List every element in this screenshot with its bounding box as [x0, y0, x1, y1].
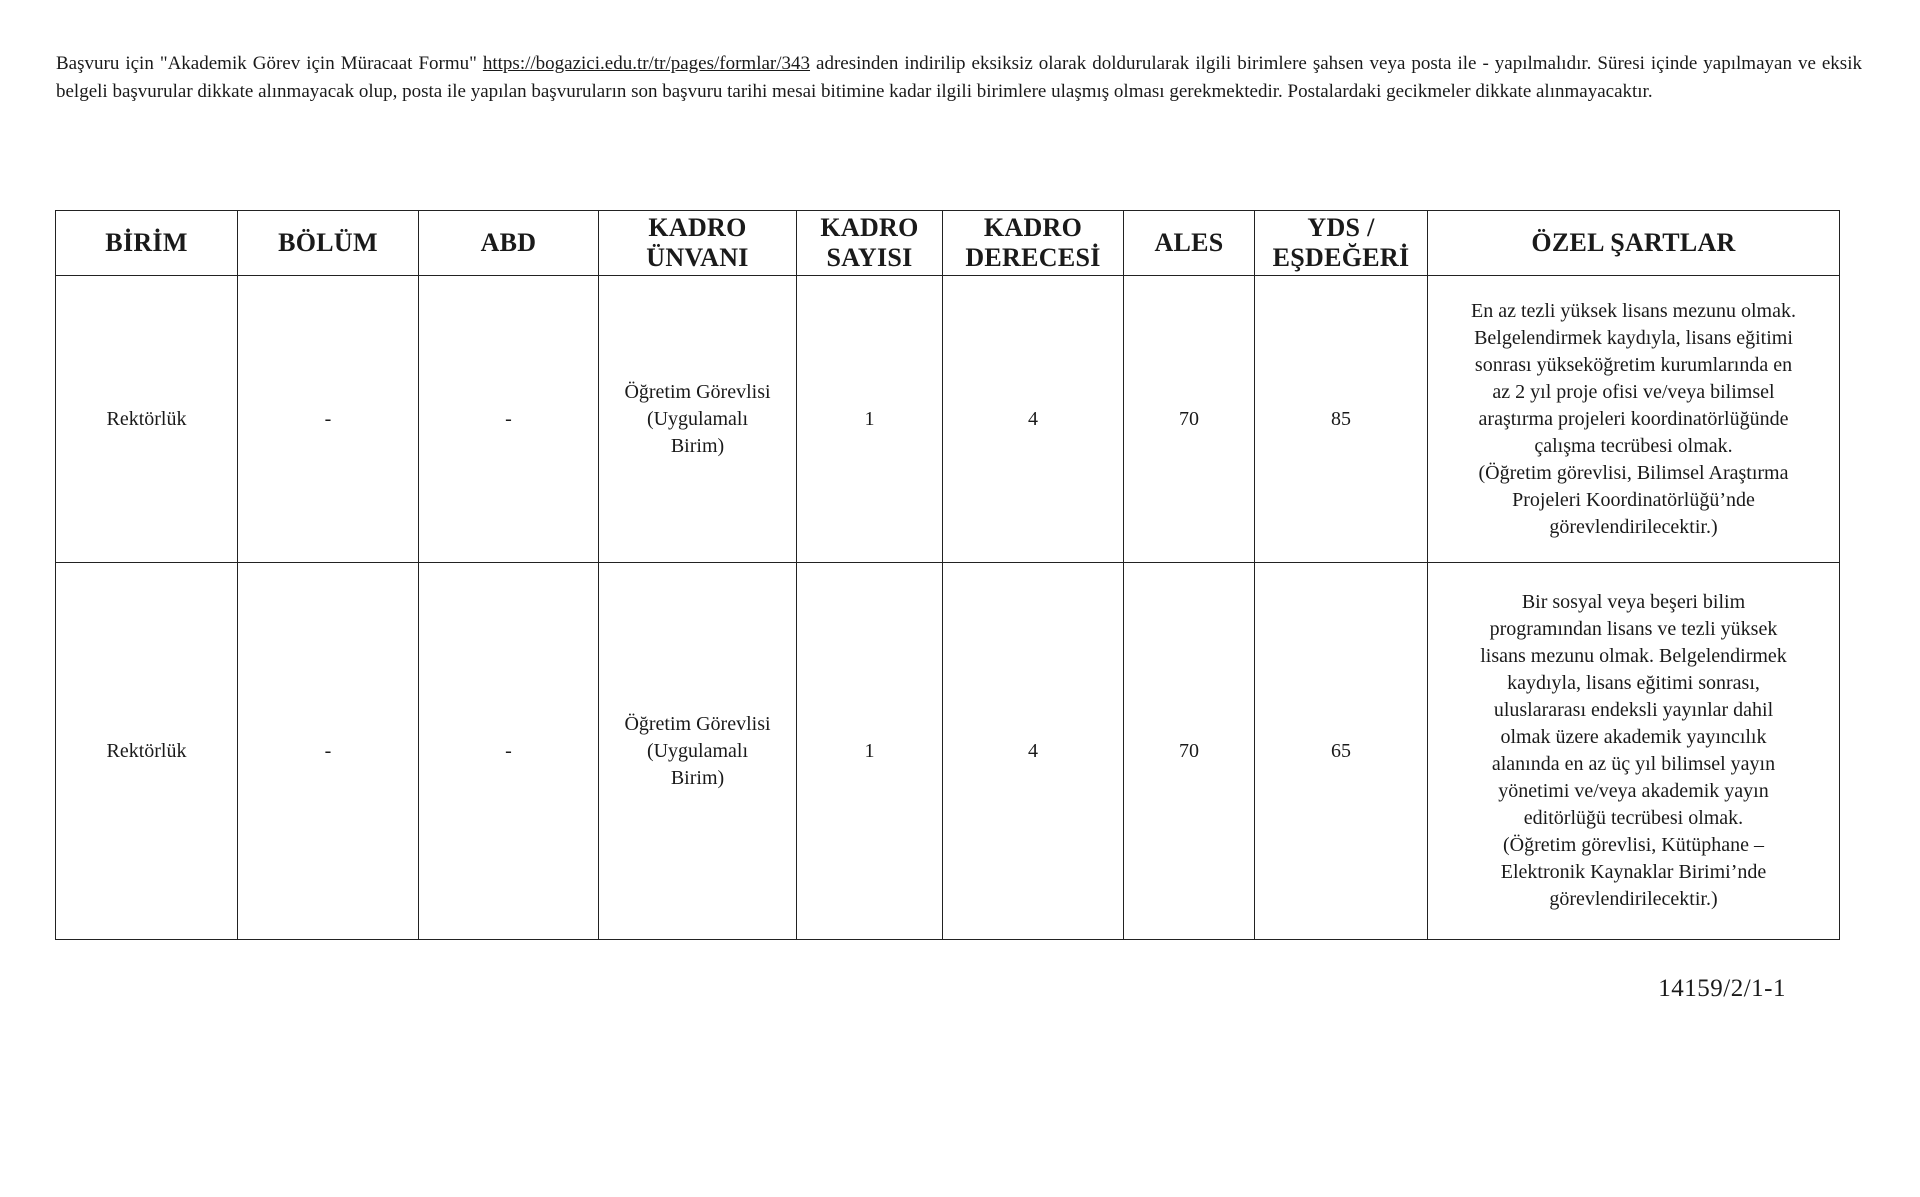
condition-line: programından lisans ve tezli yüksek	[1489, 618, 1778, 640]
condition-line: En az tezli yüksek lisans mezunu olmak.	[1471, 299, 1796, 322]
cell-sayi: 1	[797, 276, 943, 563]
condition-line: olmak üzere akademik yayıncılık	[1500, 726, 1767, 748]
intro-paragraph	[56, 50, 1862, 106]
condition-line: uluslararası endeksli yayınlar dahil	[1493, 699, 1774, 721]
condition-line: Bir sosyal veya beşeri bilim	[1521, 591, 1746, 613]
cell-unvan-line2: (Uygulamalı	[646, 407, 749, 430]
condition-line: Elektronik Kaynaklar Birimi’nde	[1500, 861, 1767, 883]
header-kadro-derecesi-line1: KADRO	[983, 213, 1083, 242]
condition-line: az 2 yıl proje ofisi ve/veya bilimsel	[1492, 380, 1775, 403]
condition-line: çalışma tecrübesi olmak.	[1534, 434, 1733, 457]
cell-unvan	[599, 276, 797, 563]
cell-yds: 65	[1255, 563, 1428, 940]
header-kadro-derecesi-line2: DERECESİ	[965, 243, 1101, 272]
condition-line: görevlendirilecektir.)	[1549, 888, 1718, 910]
condition-line: Belgelendirmek kaydıyla, lisans eğitimi	[1474, 326, 1793, 349]
cell-unvan-line3: Birim)	[670, 434, 725, 457]
condition-line: (Öğretim görevlisi, Kütüphane –	[1502, 834, 1765, 856]
header-bolum: BÖLÜM	[238, 211, 419, 276]
condition-line: sonrası yükseköğretim kurumlarında en	[1474, 353, 1793, 376]
header-kadro-unvani-line1: KADRO	[648, 213, 747, 242]
form-link[interactable]: https://bogazici.edu.tr/tr/pages/formlar/343	[482, 53, 811, 74]
header-ozel-sartlar: ÖZEL ŞARTLAR	[1428, 211, 1840, 276]
header-yds	[1255, 211, 1428, 276]
header-kadro-unvani	[599, 211, 797, 276]
cell-birim: Rektörlük	[56, 563, 238, 940]
header-abd: ABD	[419, 211, 599, 276]
cell-birim: Rektörlük	[56, 276, 238, 563]
cell-unvan-line1: Öğretim Görevlisi	[624, 712, 771, 735]
condition-line: (Öğretim görevlisi, Bilimsel Araştırma	[1478, 461, 1789, 484]
cell-ales: 70	[1124, 276, 1255, 563]
table-row	[56, 276, 1840, 563]
condition-line: yönetimi ve/veya akademik yayın	[1498, 780, 1769, 802]
cell-sayi: 1	[797, 563, 943, 940]
cell-unvan-line1: Öğretim Görevlisi	[624, 380, 771, 403]
cell-derece: 4	[943, 276, 1124, 563]
cell-yds: 85	[1255, 276, 1428, 563]
position-table	[55, 210, 1840, 940]
condition-line: kaydıyla, lisans eğitimi sonrası,	[1507, 672, 1760, 694]
cell-unvan-line2: (Uygulamalı	[646, 739, 749, 762]
cell-abd: -	[419, 276, 599, 563]
cell-bolum: -	[238, 563, 419, 940]
header-kadro-sayisi	[797, 211, 943, 276]
header-kadro-sayisi-line1: KADRO	[820, 213, 919, 242]
condition-line: Projeleri Koordinatörlüğü’nde	[1512, 488, 1755, 511]
header-kadro-derecesi	[943, 211, 1124, 276]
table-row	[56, 563, 1840, 940]
cell-unvan	[599, 563, 797, 940]
condition-line: editörlüğü tecrübesi olmak.	[1523, 807, 1744, 829]
condition-line: lisans mezunu olmak. Belgelendirmek	[1480, 645, 1787, 667]
condition-line: görevlendirilecektir.)	[1549, 515, 1718, 538]
intro-text-start: Başvuru için "Akademik Görev için Müracaat Formu"	[56, 53, 483, 74]
cell-unvan-line3: Birim)	[670, 766, 725, 789]
cell-bolum: -	[238, 276, 419, 563]
header-yds-line1: YDS /	[1307, 213, 1375, 242]
cell-ales: 70	[1124, 563, 1255, 940]
header-ales: ALES	[1124, 211, 1255, 276]
header-yds-line2: EŞDEĞERİ	[1272, 243, 1410, 272]
cell-derece: 4	[943, 563, 1124, 940]
header-kadro-sayisi-line2: SAYISI	[826, 243, 913, 272]
condition-line: alanında en az üç yıl bilimsel yayın	[1491, 753, 1776, 775]
cell-ozel-sartlar	[1428, 276, 1840, 563]
table-header-row	[56, 211, 1840, 276]
intro-text-rest: adresinden indirilip eksiksiz olarak doldurularak ilgili birimlere şahsen veya posta ile - yapılmalıdır. Süresi içinde yapılmayan ve eksik belgeli başvurular dikkate alınmayacak olup, posta ile yapılan başvuruların son başvuru tarihi mesai bitimine kadar ilgili birimlere ulaşmış olması gerekmektedir. Postalardaki gecikmeler dikkate alınmayacaktır.	[56, 53, 1862, 102]
cell-ozel-sartlar	[1428, 563, 1840, 940]
condition-line: araştırma projeleri koordinatörlüğünde	[1478, 407, 1789, 430]
document-code: 14159/2/1-1	[1658, 975, 1786, 1002]
header-birim: BİRİM	[56, 211, 238, 276]
cell-abd: -	[419, 563, 599, 940]
header-kadro-unvani-line2: ÜNVANI	[646, 243, 749, 272]
